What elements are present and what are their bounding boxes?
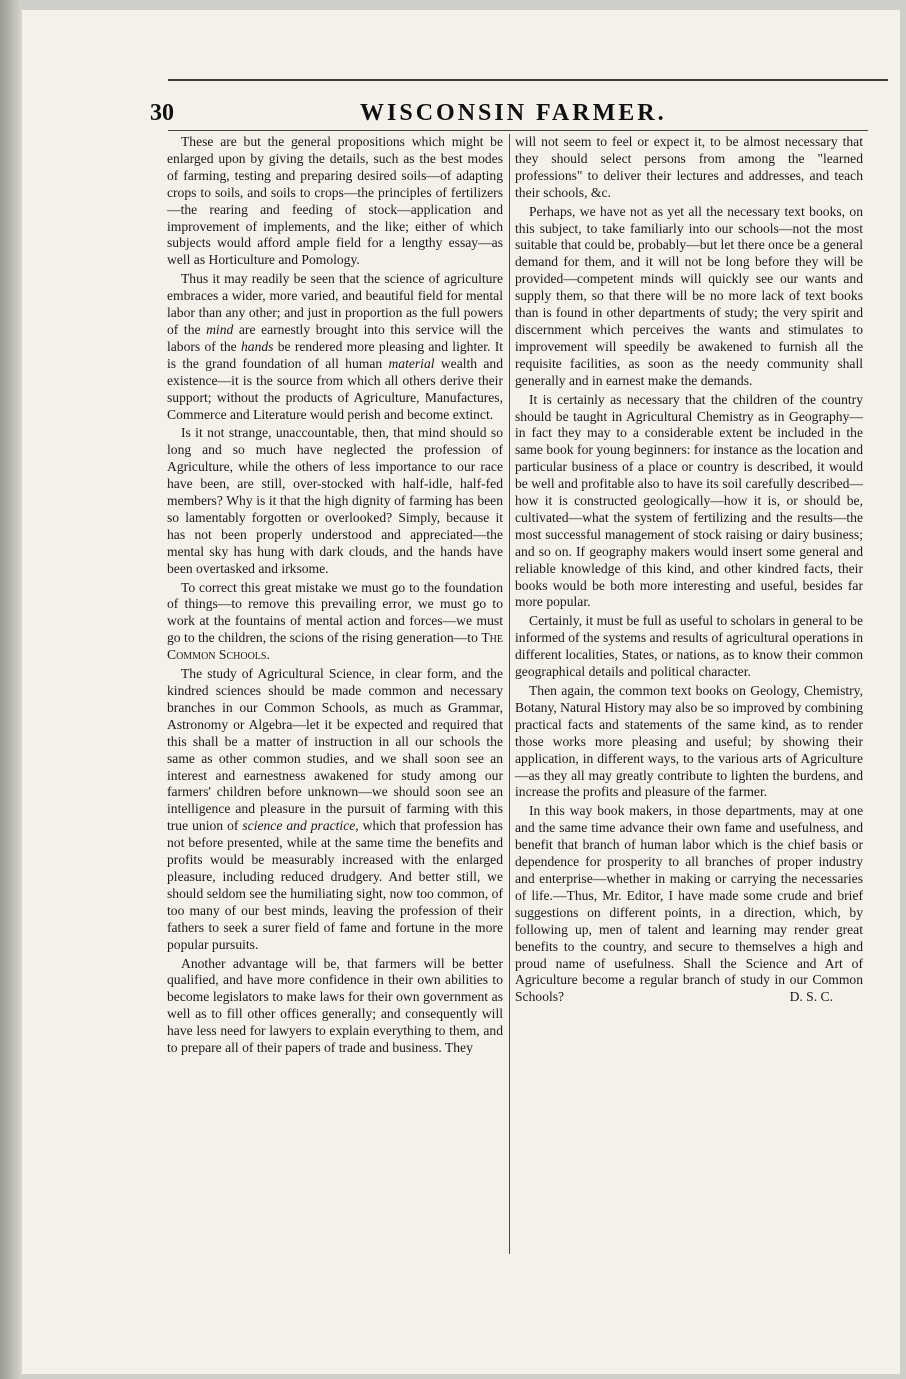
paragraph: Then again, the common text books on Geology, Chemistry, Botany, Natural History may also be so improved by combining practical facts and statements of the same kind, as to render those works more pleasing and useful; by showing their application, in different ways, to the various arts of Agriculture—as they all may greatly contribute to lighten the burdens, and increase the profits and pleasure of the farmer. <box>515 683 863 800</box>
top-rule <box>168 79 888 81</box>
left-column <box>167 134 503 1057</box>
paragraph: Perhaps, we have not as yet all the necessary text books, on this subject, to take familiarly into our schools—not the most suitable that could be, probably—but let there once be a general demand for them, and it will not be long before they will be provided—competent minds will quickly see our wants and supply them, so that there will be no more lack of text books than is found in other departments of study; the very spirit and discernment which perceives the wants and stimulates to improvement will speedily be awakened to furnish all the requisite facilities, as soon as the needy community shall generally and in earnest make the demands. <box>515 203 863 388</box>
author-signature: D. S. C. <box>789 989 833 1005</box>
column-divider <box>509 134 510 1254</box>
page-header <box>150 100 870 130</box>
paragraph: Certainly, it must be full as useful to scholars in general to be informed of the systems and results of agricultural operations in different localities, States, or nations, as to know their common geographical details and political character. <box>515 613 863 680</box>
paragraph: In this way book makers, in those departments, may at one and the same time advance their own fame and usefulness, and benefit that branch of human labor which is the chief basis or dependence for prosperity to all branches of proper industry and enterprise—whether in making or carrying the necessaries of life.—Thus, Mr. Editor, I have made some crude and brief suggestions on different points, in a direction, which, by following up, men of talent and learning may render great benefits to the country, and secure to themselves a high and proud name of usefulness. Shall the Science and Art of Agriculture become a regular branch of study in our Common Schools? D. S. C. <box>515 803 863 1005</box>
italic-text: science and practice <box>242 818 356 834</box>
italic-text: mind <box>206 321 234 337</box>
page-number: 30 <box>150 100 174 126</box>
paragraph: Thus it may readily be seen that the science of agriculture embraces a wider, more varied, and beautiful field for mental labor than any other; and just in proportion as the full powers of the mind are earnestly brought into this service will the labors of the hands be rendered more pleasing and lighter. It is the grand foundation of all human material wealth and existence—it is the source from which all others derive their support; without the products of Agriculture, Manufactures, Commerce and Literature would perish and become extinct. <box>167 271 503 422</box>
page-gutter-shadow <box>0 0 22 1379</box>
italic-text: material <box>388 355 435 371</box>
italic-text: hands <box>240 338 274 354</box>
header-rule <box>168 130 868 131</box>
running-title: WISCONSIN FARMER. <box>360 100 667 126</box>
right-column <box>515 134 863 1006</box>
paragraph: Another advantage will be, that farmers will be better qualified, and have more confidence in their own abilities to become legislators to make laws for their own government as well as to fill other offices generally; and consequently will have less need for lawyers to explain everything to them, and to prepare all of their papers of trade and business. They <box>167 955 503 1056</box>
paragraph: To correct this great mistake we must go to the foundation of things—to remove this prevailing error, we must go to work at the fountains of mental action and forces—we must go to the children, the scions of the rising generation—to The Common Schools. <box>167 579 503 663</box>
paragraph: It is certainly as necessary that the children of the country should be taught in Agricultural Chemistry as in Geography—in fact they may to a considerable extent be included in the same book for young beginners: for instance as the location and particular business of a place or country is described, it would be well and profitable also to have its soil carefully described—how it is constructed geologically—how it is, or should be, cultivated—what the system of fertilizing and the results—the most successful management of stock raising or dairy business; and so on. If geography makers would insert some general and reliable knowledge of this kind, and other kindred facts, their books would be both more interesting and useful, besides far more popular. <box>515 391 863 610</box>
paragraph: will not seem to feel or expect it, to be almost necessary that they should select persons from among the "learned professions" to deliver their lectures and addresses, and teach their schools, &c. <box>515 134 863 200</box>
paragraph: The study of Agricultural Science, in clear form, and the kindred sciences should be made common and necessary branches in our Common Schools, as much as Grammar, Astronomy or Algebra—let it be expected and required that this shall be a matter of instruction in all our schools the same as other common studies, and we shall soon see an interest and earnestness awakened for study among our farmers' children before unknown—we should soon see an intelligence and pleasure in the pursuit of farming with this true union of science and practice, which that profession has not before presented, while at the same time the benefits and profits would be measurably increased with the enlarged pleasure, including reduced drudgery. And better still, we should seldom see the humiliating sight, now too common, of too many of our best minds, leaving the profession of their fathers to seek a surer field of fame and fortune in the more popular pursuits. <box>167 666 503 952</box>
paragraph: These are but the general propositions which might be enlarged upon by giving the details, such as the best modes of farming, testing and preparing desired soils—of adapting crops to soils, and soils to crops—the principles of fertilizers—the rearing and feeding of stock—application and improvement of implements, and the like; either of which subjects would afford ample field for a lengthy essay—as well as Horticulture and Pomology. <box>167 134 503 268</box>
paragraph: Is it not strange, unaccountable, then, that mind should so long and so much have neglected the profession of Agriculture, while the others of less importance to our race have been, are still, over-stocked with half-idle, half-fed members? Why is it that the high dignity of farming has been so lamentably forgotten or overlooked? Simply, because it has not been properly understood and appreciated—the mental sky has hung with dark clouds, and the hands have been overtasked and irksome. <box>167 425 503 576</box>
small-caps-text: The Common Schools. <box>167 630 503 663</box>
